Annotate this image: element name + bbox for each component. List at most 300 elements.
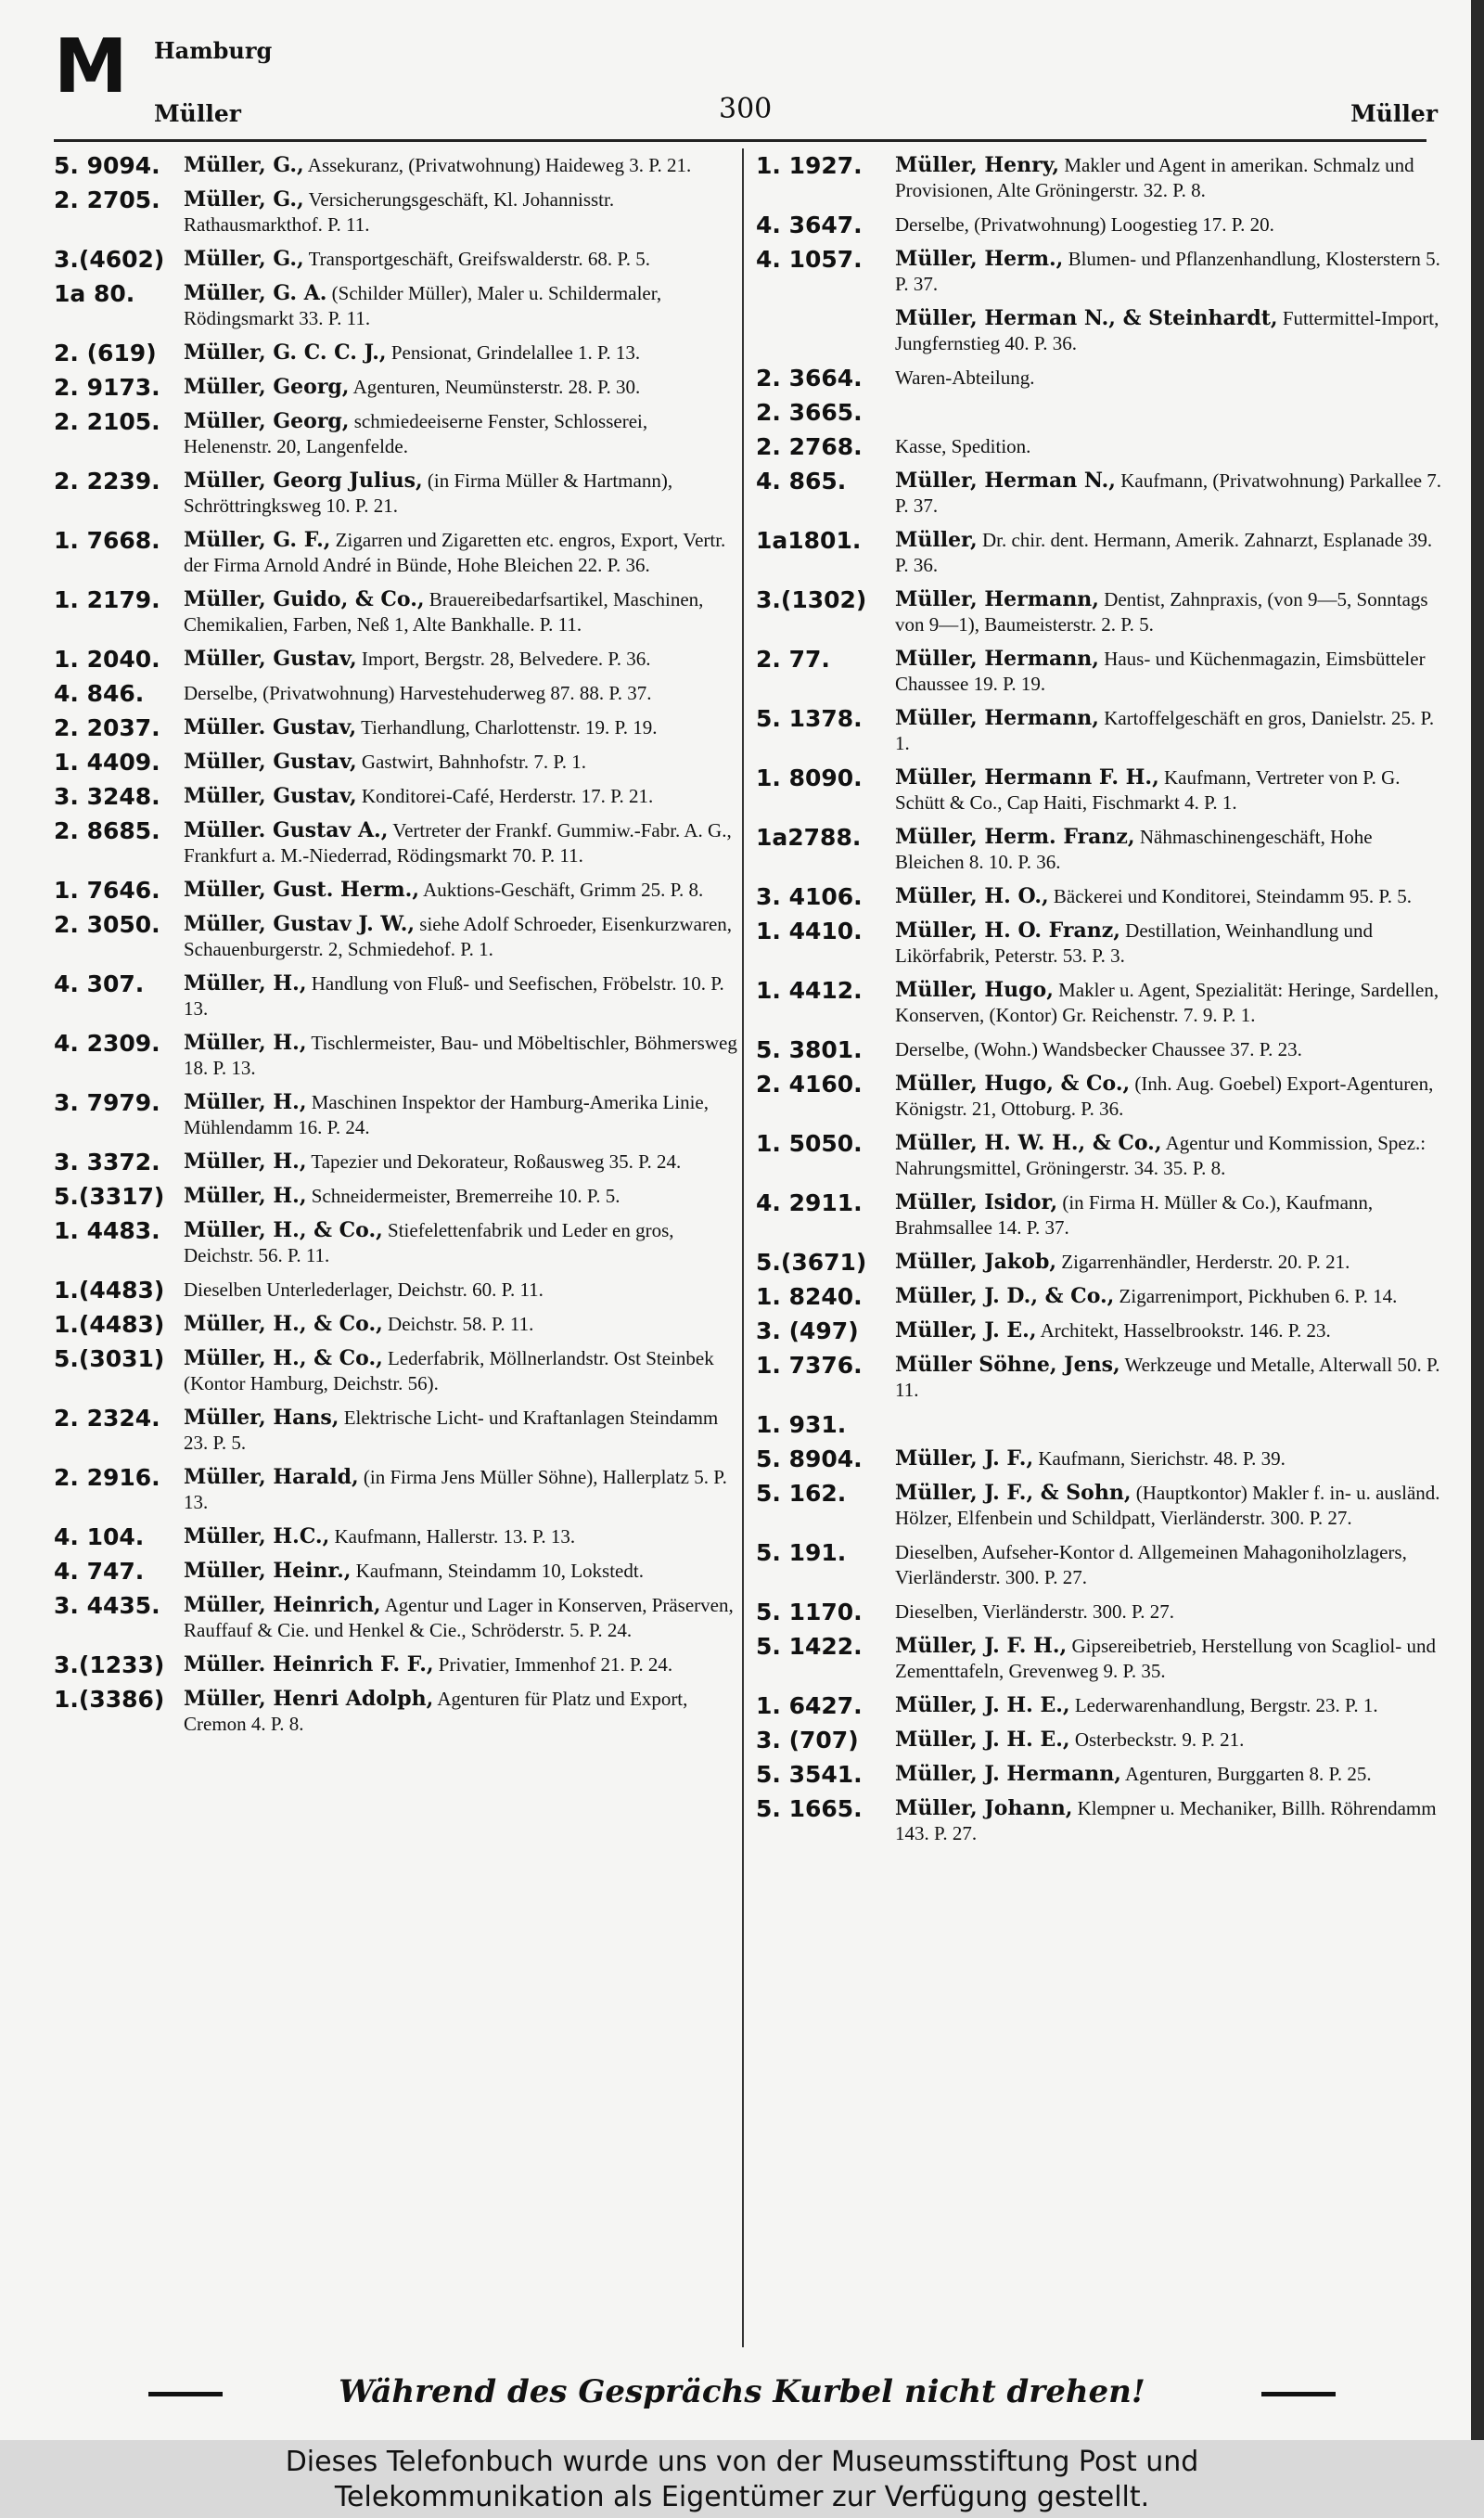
entry-text: [184, 1218, 740, 1268]
entry-description: Dentist, Zahnpraxis, (von 9—5, Sonntags von 9—1), Baumeisterstr. 2. P. 5.: [895, 588, 1428, 636]
header-rule: [54, 139, 1426, 142]
entry-text: [184, 1465, 740, 1515]
entry-description: Kaufmann, (Privatwohnung) Parkallee 7. P. 37.: [895, 469, 1442, 517]
entry-name: Müller, H.C.,: [184, 1524, 330, 1548]
footer-dash-right: [1261, 2392, 1336, 2396]
entry-text: [895, 366, 1442, 391]
phone-number: 1. 4483.: [54, 1217, 160, 1244]
phone-number: 2. 2705.: [54, 186, 160, 213]
entry-description: (Schilder Müller), Maler u. Schildermaler, Rödingsmarkt 33. P. 11.: [184, 282, 662, 329]
entry-text: [184, 1312, 740, 1337]
entry-description: Werkzeuge und Metalle, Alterwall 50. P. 11.: [895, 1354, 1440, 1401]
entry-text: [895, 469, 1442, 519]
entry-name: Müller. Gustav A.,: [184, 818, 389, 842]
entry-description: Blumen- und Pflanzenhandlung, Klosterstern 5. P. 37.: [895, 248, 1440, 295]
entry-name: Müller, Hermann,: [895, 587, 1099, 611]
entry-text: [895, 765, 1442, 816]
header-city: Hamburg: [154, 37, 273, 64]
phone-number: 1a1801.: [756, 527, 862, 554]
entry-name: Müller, J. F., & Sohn,: [895, 1481, 1132, 1505]
phone-number: 5. 1422.: [756, 1633, 863, 1660]
entry-description: Nähmaschinengeschäft, Hohe Bleichen 8. 10. P. 36.: [895, 826, 1373, 873]
directory-entry: [756, 212, 1442, 238]
entry-description: Tischlermeister, Bau- und Möbeltischler, Böhmersweg 18. P. 13.: [184, 1032, 737, 1079]
phone-number: 3. (497): [756, 1317, 859, 1344]
directory-entry: [54, 1465, 740, 1515]
entry-name: Müller, Hugo,: [895, 978, 1054, 1002]
phone-number: 2. 3665.: [756, 399, 863, 426]
entry-description: (in Firma H. Müller & Co.), Kaufmann, Brahmsallee 14. P. 37.: [895, 1191, 1374, 1239]
phone-number: 2. 8685.: [54, 817, 160, 844]
entry-description: Agentur und Lager in Konserven, Präserven, Rauffauf & Cie. und Henkel & Cie., Schröderstr. 5. P. 24.: [184, 1594, 734, 1641]
directory-entry: [54, 375, 740, 400]
entry-name: Müller, Gust. Herm.,: [184, 878, 419, 902]
entry-name: Müller, H.,: [184, 1031, 307, 1055]
phone-number: 1. 8240.: [756, 1283, 863, 1310]
entry-description: Assekuranz, (Privatwohnung) Haideweg 3. P. 21.: [307, 154, 692, 176]
directory-entry: [54, 469, 740, 519]
directory-entry: [54, 784, 740, 809]
directory-entry: [54, 153, 740, 178]
entry-name: Müller, Herman N., & Steinhardt,: [895, 306, 1278, 330]
entry-name: Müller, H., & Co.,: [184, 1346, 383, 1370]
directory-entry: [54, 409, 740, 459]
entry-description: Versicherungsgeschäft, Kl. Johannisstr. Rathausmarkthof. P. 11.: [184, 188, 615, 236]
directory-entry: [756, 1037, 1442, 1062]
directory-entry: [756, 1190, 1442, 1240]
phone-number: 1. 6427.: [756, 1692, 863, 1719]
entry-description: Agenturen für Platz und Export, Cremon 4. P. 8.: [184, 1688, 688, 1735]
phone-number: 2. 3664.: [756, 365, 863, 392]
directory-entry: [54, 971, 740, 1021]
entry-name: Müller, J. F.,: [895, 1446, 1034, 1471]
entry-name: Müller, Herm. Franz,: [895, 825, 1135, 849]
phone-number: 5.(3317): [54, 1183, 165, 1210]
entry-name: Müller, Jakob,: [895, 1250, 1056, 1274]
phone-number: 2. 2037.: [54, 714, 160, 741]
entry-text: [895, 1353, 1442, 1403]
entry-description: Derselbe, (Wohn.) Wandsbecker Chaussee 37. P. 23.: [895, 1038, 1302, 1060]
phone-number: 2. 2916.: [54, 1464, 160, 1491]
entry-description: Dr. chir. dent. Hermann, Amerik. Zahnarzt, Esplanade 39. P. 36.: [895, 529, 1433, 576]
entry-text: [184, 528, 740, 578]
entry-text: [184, 1687, 740, 1737]
directory-entry: [756, 1599, 1442, 1625]
entry-name: Müller, G.,: [184, 247, 304, 271]
entry-text: [184, 281, 740, 331]
entry-description: Lederwarenhandlung, Bergstr. 23. P. 1.: [1074, 1694, 1378, 1716]
directory-entry: [756, 1762, 1442, 1787]
phone-number: 1. 4410.: [756, 918, 863, 944]
phone-number: 4. 2309.: [54, 1030, 160, 1057]
directory-entry: [54, 587, 740, 637]
directory-entry: [54, 1593, 740, 1643]
entry-text: [184, 1524, 740, 1549]
entry-name: Müller, H.,: [184, 971, 307, 996]
entry-description: Derselbe, (Privatwohnung) Loogestieg 17. P. 20.: [895, 213, 1274, 236]
entry-text: [895, 1540, 1442, 1590]
entry-description: Pensionat, Grindelallee 1. P. 13.: [390, 341, 641, 364]
phone-number: 3. 3248.: [54, 783, 160, 810]
directory-entry: [54, 1312, 740, 1337]
directory-entry: [54, 528, 740, 578]
directory-entry: [54, 1090, 740, 1140]
entry-name: Müller, G. A.: [184, 281, 327, 305]
entry-text: [895, 706, 1442, 756]
entry-name: Müller, Heinrich,: [184, 1593, 381, 1617]
directory-entry: [756, 825, 1442, 875]
entry-description: siehe Adolf Schroeder, Eisenkurzwaren, Schauenburgerstr. 2, Schmiedehof. P. 1.: [184, 913, 733, 960]
entry-description: Stiefelettenfabrik und Leder en gros, Deichstr. 56. P. 11.: [184, 1219, 674, 1266]
entry-description: Gastwirt, Bahnhofstr. 7. P. 1.: [361, 751, 586, 773]
header-name-right: Müller: [1350, 100, 1438, 127]
phone-number: [756, 306, 895, 356]
phone-number: 3.(4602): [54, 246, 165, 273]
entry-description: Architekt, Hasselbrookstr. 146. P. 23.: [1040, 1319, 1331, 1342]
directory-entry: [756, 1131, 1442, 1181]
entry-name: Müller, Gustav,: [184, 750, 357, 774]
entry-name: Müller, Johann,: [895, 1796, 1073, 1820]
phone-number: 1. 1927.: [756, 152, 863, 179]
entry-name: Müller, J. H. E.,: [895, 1693, 1070, 1717]
entry-name: Müller, Henry,: [895, 153, 1060, 177]
phone-number: 1.(4483): [54, 1277, 165, 1304]
entry-text: [184, 1346, 740, 1396]
phone-number: 5. 162.: [756, 1480, 847, 1507]
caption-line-1: Dieses Telefonbuch wurde uns von der Museumsstiftung Post und: [285, 2446, 1199, 2478]
phone-number: 2. 4160.: [756, 1071, 863, 1098]
entry-name: Müller, H. O.,: [895, 884, 1049, 908]
entry-description: Tapezier und Dekorateur, Roßausweg 35. P. 24.: [311, 1150, 682, 1173]
entry-description: Gipsereibetrieb, Herstellung von Scagliol- und Zementtafeln, Grevenweg 9. P. 35.: [895, 1635, 1436, 1682]
phone-number: 1. 7646.: [54, 877, 160, 904]
directory-entry: [54, 1687, 740, 1737]
directory-entry: [756, 1072, 1442, 1122]
entry-text: [895, 1072, 1442, 1122]
entry-name: Müller, J. F. H.,: [895, 1634, 1068, 1658]
phone-number: 4. 3647.: [756, 212, 863, 238]
caption-bar: [0, 2440, 1484, 2518]
phone-number: 3. 3372.: [54, 1149, 160, 1175]
directory-entry: [756, 1353, 1442, 1403]
phone-number: 5. 9094.: [54, 152, 160, 179]
entry-name: Müller, H. W. H., & Co.,: [895, 1131, 1162, 1155]
entry-text: [895, 587, 1442, 637]
directory-entry: [756, 765, 1442, 816]
directory-entry: [756, 528, 1442, 578]
entry-description: schmiedeeiserne Fenster, Schlosserei, Helenenstr. 20, Langenfelde.: [184, 410, 648, 457]
directory-entry: [756, 1796, 1442, 1846]
entry-name: Müller, Georg,: [184, 409, 350, 433]
entry-text: [895, 1693, 1442, 1718]
entry-name: Müller, G. C. C. J.,: [184, 340, 387, 365]
entry-text: [184, 878, 740, 903]
directory-entry: [756, 1481, 1442, 1531]
phone-number: 1. 4412.: [756, 977, 863, 1004]
entry-text: [895, 434, 1442, 459]
entry-description: Kaufmann, Steindamm 10, Lokstedt.: [355, 1560, 644, 1582]
page-number: 300: [719, 93, 773, 125]
entry-text: [895, 1796, 1442, 1846]
entry-text: [895, 1599, 1442, 1625]
entry-text: [184, 912, 740, 962]
entry-description: Agenturen, Burggarten 8. P. 25.: [1125, 1763, 1372, 1785]
entry-text: [184, 818, 740, 868]
entry-name: Müller, Henri Adolph,: [184, 1687, 434, 1711]
phone-number: 5. 1170.: [756, 1599, 863, 1625]
phone-number: 1. 8090.: [756, 764, 863, 791]
directory-entry: [54, 281, 740, 331]
entry-description: Elektrische Licht- und Kraftanlagen Steindamm 23. P. 5.: [184, 1407, 719, 1454]
phone-number: 3. 4106.: [756, 883, 863, 910]
entry-description: Osterbeckstr. 9. P. 21.: [1074, 1728, 1245, 1751]
entry-text: [895, 978, 1442, 1028]
entry-description: (Inh. Aug. Goebel) Export-Agenturen, Königstr. 21, Ottoburg. P. 36.: [895, 1073, 1434, 1120]
directory-entry: [54, 340, 740, 366]
entry-text: [184, 1184, 740, 1209]
entry-description: Transportgeschäft, Greifswalderstr. 68. P. 5.: [308, 248, 651, 270]
entry-description: (in Firma Jens Müller Söhne), Hallerplatz 5. P. 13.: [184, 1466, 727, 1513]
entry-text: [184, 409, 740, 459]
phone-number: 4. 307.: [54, 970, 145, 997]
entry-text: [895, 647, 1442, 697]
entry-name: Müller, J. Hermann,: [895, 1762, 1121, 1786]
left-column: [54, 153, 740, 1746]
phone-number: 5. 1665.: [756, 1795, 863, 1822]
entry-name: Müller. Heinrich F. F.,: [184, 1652, 434, 1677]
phone-number: 3. 7979.: [54, 1089, 160, 1116]
entry-text: [895, 919, 1442, 969]
phone-number: 5.(3031): [54, 1345, 165, 1372]
entry-text: [184, 247, 740, 272]
directory-entry: [756, 1250, 1442, 1275]
directory-entry: [54, 1150, 740, 1175]
entry-description: Klempner u. Mechaniker, Billh. Röhrendamm 143. P. 27.: [895, 1797, 1437, 1844]
directory-entry: [54, 878, 740, 903]
entry-description: Kaufmann, Sierichstr. 48. P. 39.: [1038, 1447, 1286, 1470]
entry-name: Müller, H.,: [184, 1184, 307, 1208]
column-divider: [742, 148, 744, 2347]
directory-entry: [756, 469, 1442, 519]
entry-name: Müller, G.,: [184, 153, 304, 177]
entry-name: Müller, Hermann,: [895, 706, 1099, 730]
phone-number: 2. 2239.: [54, 468, 160, 495]
caption-line-2: Telekommunikation als Eigentümer zur Verfügung gestellt.: [334, 2481, 1150, 2513]
entry-text: [895, 1037, 1442, 1062]
entry-description: Waren-Abteilung.: [895, 366, 1035, 389]
entry-description: Deichstr. 58. P. 11.: [388, 1313, 534, 1335]
directory-entry: [756, 1728, 1442, 1753]
entry-text: [184, 1090, 740, 1140]
phone-number: 3.(1233): [54, 1651, 165, 1678]
phone-number: 1.(4483): [54, 1311, 165, 1338]
directory-entry: [54, 715, 740, 740]
entry-name: Müller, H. O. Franz,: [895, 919, 1120, 943]
entry-text: [184, 1593, 740, 1643]
directory-entry: [54, 1652, 740, 1677]
entry-description: Kartoffelgeschäft en gros, Danielstr. 25. P. 1.: [895, 707, 1435, 754]
entry-text: [184, 715, 740, 740]
entry-text: [184, 1278, 740, 1303]
phone-number: 2. 2768.: [756, 433, 863, 460]
entry-description: Derselbe, (Privatwohnung) Harvestehuderweg 87. 88. P. 37.: [184, 682, 652, 704]
phone-number: 2. 2324.: [54, 1405, 160, 1432]
entry-text: [895, 1250, 1442, 1275]
directory-entry: [54, 247, 740, 272]
directory-entry: [756, 978, 1442, 1028]
entry-text: [184, 187, 740, 238]
phone-number: 1a 80.: [54, 280, 135, 307]
phone-number: 1. 931.: [756, 1411, 847, 1438]
directory-entry: [54, 647, 740, 672]
entry-description: Import, Bergstr. 28, Belvedere. P. 36.: [361, 648, 651, 670]
entry-description: Konditorei-Café, Herderstr. 17. P. 21.: [361, 785, 654, 807]
entry-name: Müller, Hans,: [184, 1406, 339, 1430]
entry-name: Müller, H., & Co.,: [184, 1312, 383, 1336]
phone-number: 2. 2105.: [54, 408, 160, 435]
entry-description: Agentur und Kommission, Spez.: Nahrungsmittel, Gröningerstr. 34. 35. P. 8.: [895, 1132, 1426, 1179]
entry-name: Müller, Guido, & Co.,: [184, 587, 425, 611]
entry-description: Zigarren und Zigaretten etc. engros, Export, Vertr. der Firma Arnold André in Bünde, Hohe Bleichen 22. P. 36.: [184, 529, 726, 576]
entry-name: Müller, J. H. E.,: [895, 1728, 1070, 1752]
entry-description: Dieselben, Vierländerstr. 300. P. 27.: [895, 1600, 1175, 1623]
entry-text: [895, 400, 1442, 425]
phone-number: 5. 191.: [756, 1539, 847, 1566]
entry-text: [184, 681, 740, 706]
entry-description: Haus- und Küchenmagazin, Eimsbütteler Chaussee 19. P. 19.: [895, 648, 1426, 695]
phone-number: 3.(1302): [756, 586, 867, 613]
phone-number: 1. 7376.: [756, 1352, 863, 1379]
phone-number: 5. 8904.: [756, 1445, 863, 1472]
entry-text: [895, 1190, 1442, 1240]
phone-number: 5.(3671): [756, 1249, 867, 1276]
entry-text: [184, 469, 740, 519]
entry-description: Handlung von Fluß- und Seefischen, Fröbelstr. 10. P. 13.: [184, 972, 724, 1020]
phone-number: 1. 7668.: [54, 527, 160, 554]
entry-text: [184, 784, 740, 809]
entry-description: Dieselben, Aufseher-Kontor d. Allgemeinen Mahagoniholzlagers, Vierländerstr. 300. P. 27.: [895, 1541, 1407, 1588]
entry-description: Kasse, Spedition.: [895, 435, 1031, 457]
directory-entry: [756, 919, 1442, 969]
phone-number: 3. 4435.: [54, 1592, 160, 1619]
directory-entry: [756, 1634, 1442, 1684]
entry-text: [895, 1284, 1442, 1309]
phone-number: 1. 2179.: [54, 586, 160, 613]
entry-name: Müller, Hermann,: [895, 647, 1099, 671]
entry-description: Brauereibedarfsartikel, Maschinen, Chemikalien, Farben, Neß 1, Alte Bankhalle. P. 11.: [184, 588, 704, 636]
entry-description: Dieselben Unterlederlager, Deichstr. 60. P. 11.: [184, 1278, 544, 1301]
index-letter: M: [54, 23, 128, 109]
entry-text: [184, 1031, 740, 1081]
entry-name: Müller, Hugo, & Co.,: [895, 1072, 1131, 1096]
directory-entry: [756, 1318, 1442, 1343]
phone-number: 1. 4409.: [54, 749, 160, 776]
entry-description: (Hauptkontor) Makler f. in- u. ausländ. Hölzer, Elfenbein und Schildpatt, Vierländerstr. 300. P. 27.: [895, 1482, 1440, 1529]
entry-text: [184, 647, 740, 672]
entry-name: Müller, Harald,: [184, 1465, 359, 1489]
entry-description: Vertreter der Frankf. Gummiw.-Fabr. A. G., Frankfurt a. M.-Niederrad, Rödingsmarkt 70. P. 11.: [184, 819, 732, 867]
directory-entry: [756, 434, 1442, 459]
header-name-left: Müller: [154, 100, 241, 127]
entry-name: Müller, Gustav,: [184, 647, 357, 671]
directory-entry: [54, 818, 740, 868]
entry-name: Müller, Gustav,: [184, 784, 357, 808]
phone-number: 2. 9173.: [54, 374, 160, 401]
entry-text: [895, 1131, 1442, 1181]
directory-entry: [756, 400, 1442, 425]
entry-text: [895, 306, 1442, 356]
directory-entry: [54, 1184, 740, 1209]
entry-text: [895, 528, 1442, 578]
entry-text: [895, 1412, 1442, 1437]
directory-entry: [756, 1412, 1442, 1437]
entry-text: [184, 1406, 740, 1456]
entry-name: Müller, Herman N.,: [895, 469, 1116, 493]
entry-text: [895, 1318, 1442, 1343]
entry-text: [895, 884, 1442, 909]
entry-text: [184, 971, 740, 1021]
directory-entry: [54, 1346, 740, 1396]
entry-description: Privatier, Immenhof 21. P. 24.: [438, 1653, 673, 1676]
phone-number: 1.(3386): [54, 1686, 165, 1713]
entry-name: Müller, H.,: [184, 1150, 307, 1174]
entry-text: [895, 247, 1442, 297]
entry-name: Müller, Georg,: [184, 375, 350, 399]
entry-name: Müller, Heinr.,: [184, 1559, 352, 1583]
directory-entry: [54, 750, 740, 775]
directory-entry: [54, 1278, 740, 1303]
phone-number: 1. 5050.: [756, 1130, 863, 1157]
entry-name: Müller, Gustav J. W.,: [184, 912, 416, 936]
phone-number: 3. (707): [756, 1727, 859, 1754]
entry-description: Makler u. Agent, Spezialität: Heringe, Sardellen, Konserven, (Kontor) Gr. Reichenstr. 7. 9. P. 1.: [895, 979, 1439, 1026]
directory-entry: [756, 647, 1442, 697]
directory-entry: [756, 1693, 1442, 1718]
entry-description: Kaufmann, Vertreter von P. G. Schütt & Co., Cap Haiti, Fischmarkt 4. P. 1.: [895, 766, 1401, 814]
phone-number: 5. 3801.: [756, 1036, 863, 1063]
entry-text: [184, 375, 740, 400]
entry-text: [184, 587, 740, 637]
page-edge-shadow: [1471, 0, 1484, 2440]
entry-description: Lederfabrik, Möllnerlandstr. Ost Steinbek (Kontor Hamburg, Deichstr. 56).: [184, 1347, 714, 1394]
entry-name: Müller Söhne, Jens,: [895, 1353, 1120, 1377]
directory-entry: [54, 1031, 740, 1081]
directory-entry: [756, 706, 1442, 756]
directory-entry: [756, 1284, 1442, 1309]
directory-entry: [756, 247, 1442, 297]
entry-name: Müller, J. D., & Co.,: [895, 1284, 1115, 1308]
directory-entry: [54, 187, 740, 238]
entry-name: Müller, G.,: [184, 187, 304, 212]
entry-name: Müller, Isidor,: [895, 1190, 1058, 1214]
entry-text: [184, 1150, 740, 1175]
entry-description: Bäckerei und Konditorei, Steindamm 95. P. 5.: [1053, 885, 1413, 907]
phone-number: 4. 2911.: [756, 1189, 863, 1216]
phone-number: 4. 1057.: [756, 246, 863, 273]
entry-description: Futtermittel-Import, Jungfernstieg 40. P. 36.: [895, 307, 1439, 354]
phone-number: 2. 77.: [756, 646, 830, 673]
entry-text: [184, 153, 740, 178]
entry-name: Müller, Georg Julius,: [184, 469, 423, 493]
phone-number: 4. 104.: [54, 1523, 145, 1550]
entry-text: [895, 212, 1442, 238]
directory-entry: [756, 1540, 1442, 1590]
phone-number: 2. 3050.: [54, 911, 160, 938]
entry-description: Agenturen, Neumünsterstr. 28. P. 30.: [352, 376, 641, 398]
entry-text: [184, 1652, 740, 1677]
directory-entry: [756, 1446, 1442, 1471]
phone-number: 4. 747.: [54, 1558, 145, 1585]
